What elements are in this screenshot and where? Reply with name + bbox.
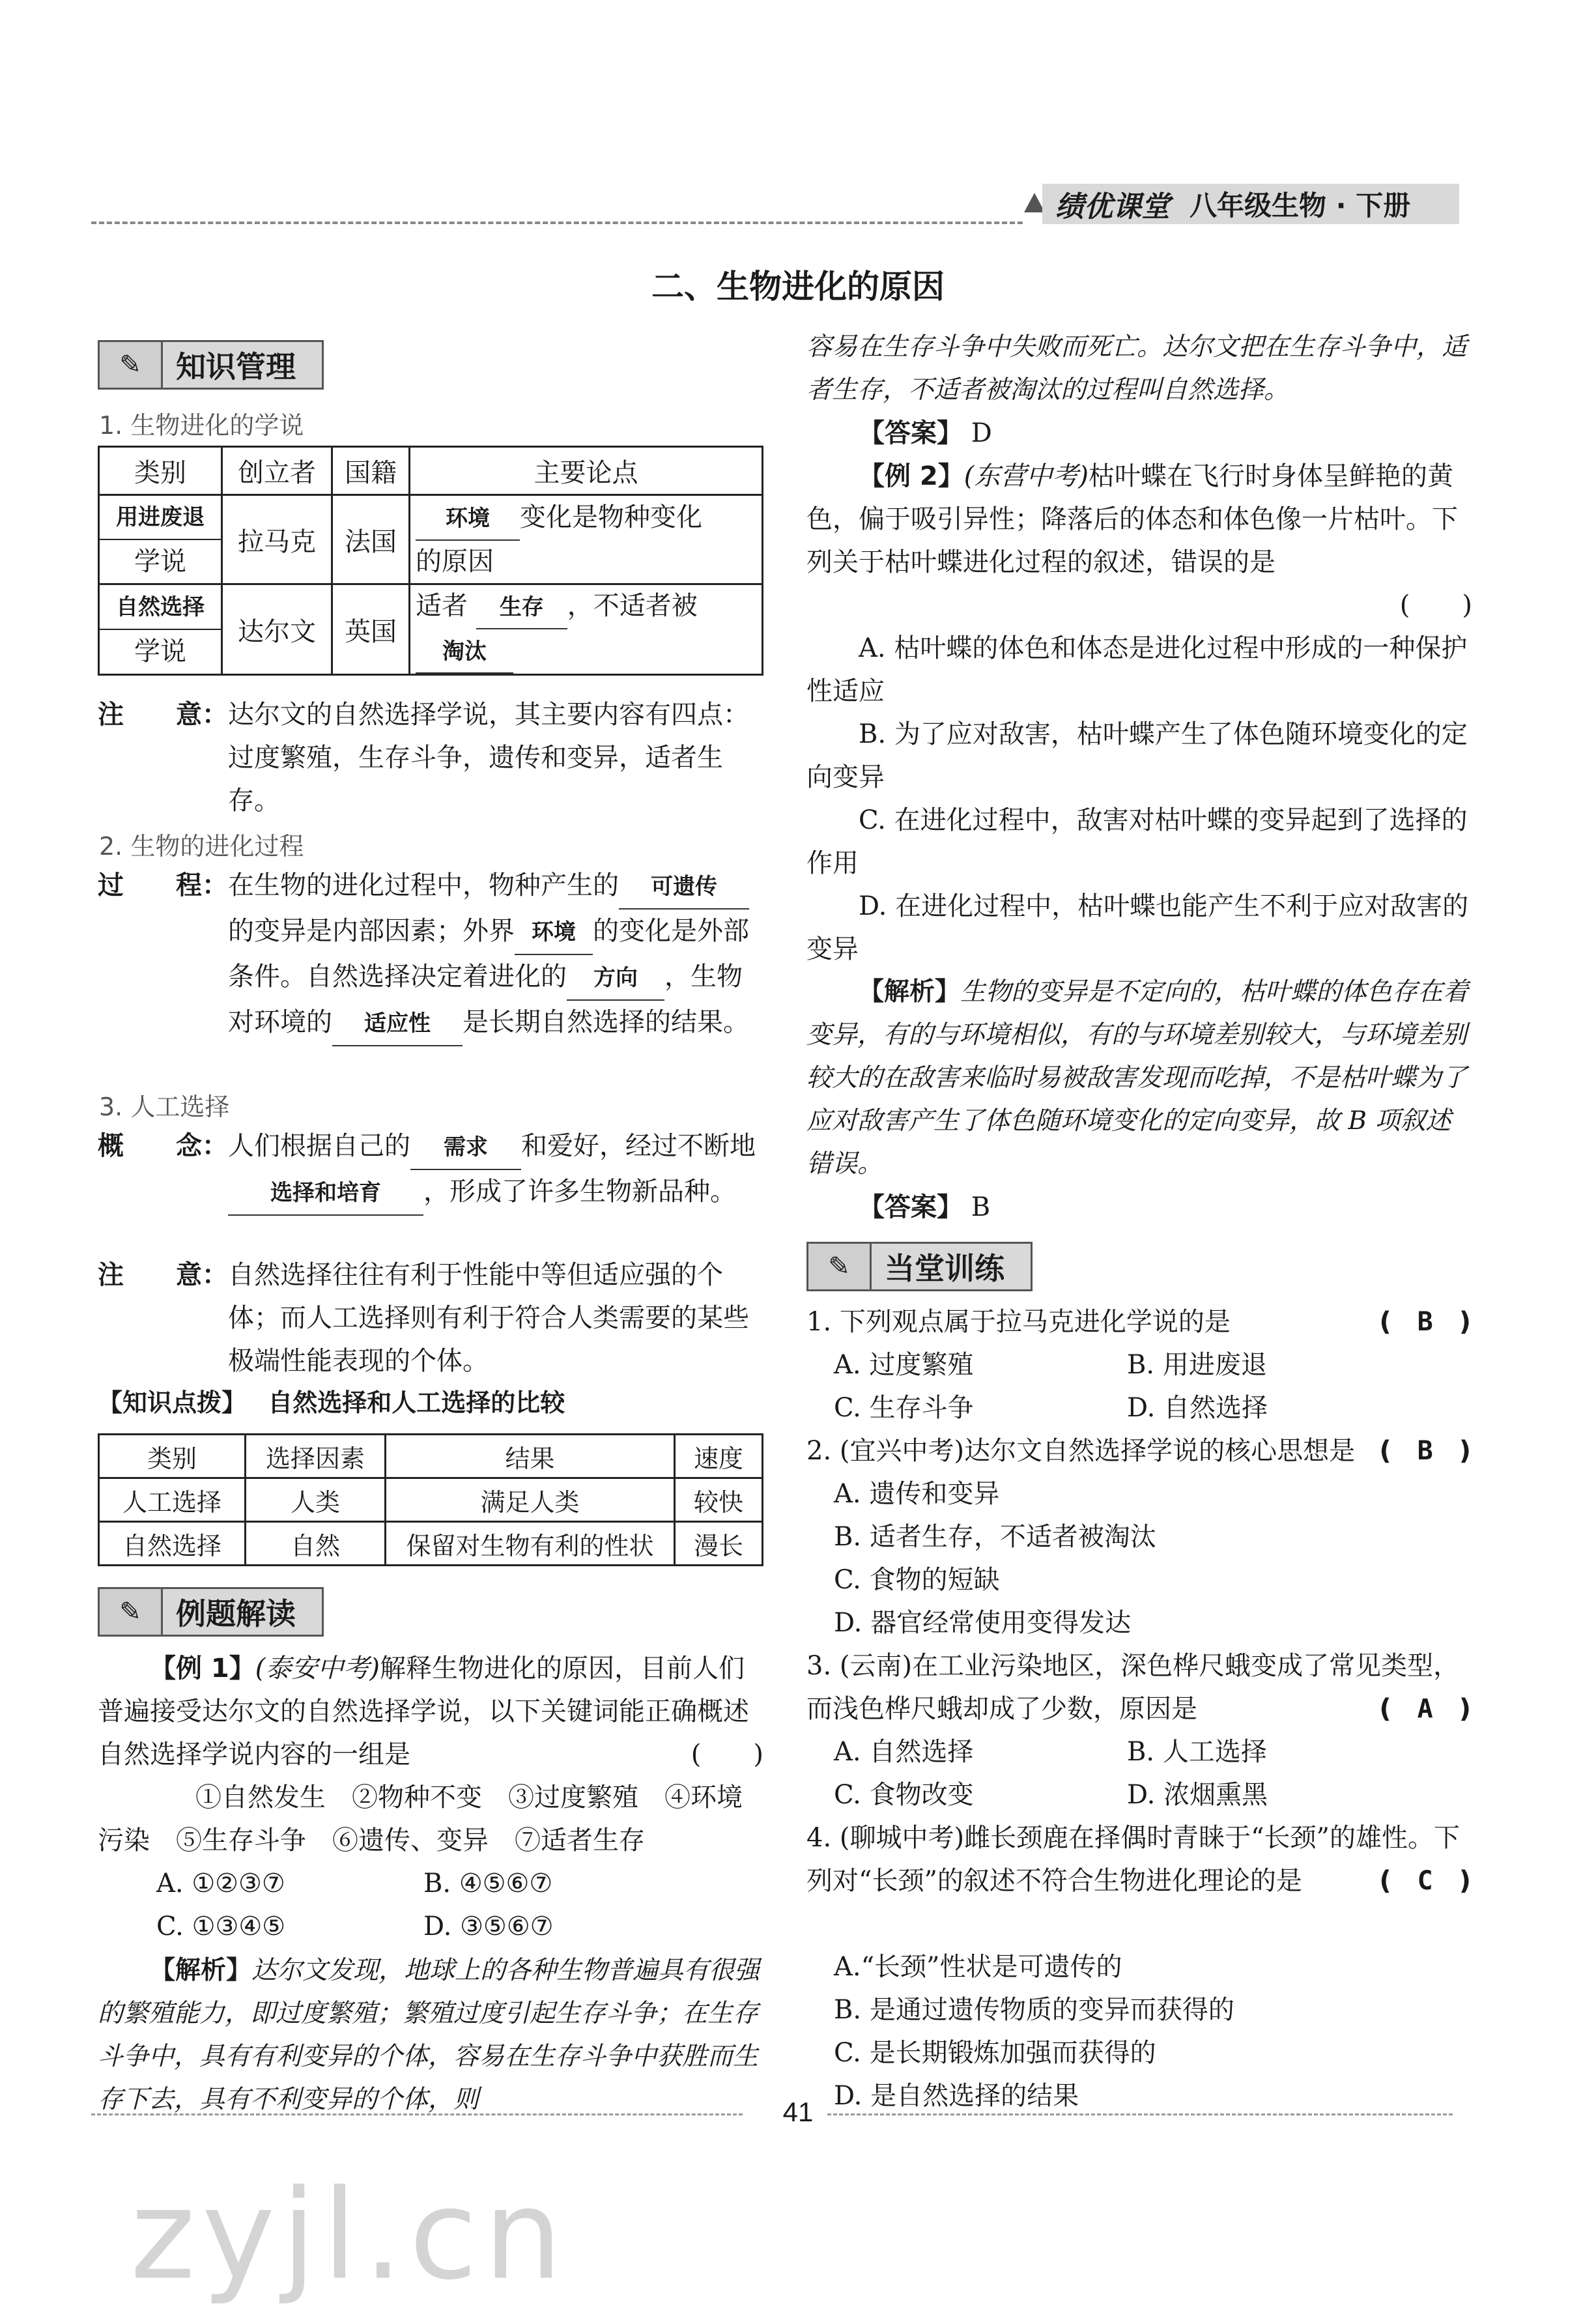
blank-direction: 方向	[567, 956, 664, 1001]
cell-nation: 英国	[332, 584, 410, 675]
q2-option-b: B. 适者生存，不适者被淘汰	[834, 1522, 1156, 1552]
cat-lamarck-2: 学说	[134, 547, 186, 577]
th-nationality: 国籍	[332, 447, 410, 495]
q3-stem	[806, 1644, 1471, 1730]
concept-label: 概 念：	[98, 1131, 228, 1161]
cell-points	[410, 584, 763, 675]
pencil-icon: ✎	[806, 1242, 872, 1291]
q1-option-b: B. 用进废退	[1127, 1350, 1267, 1380]
note-text-2: 自然选择往往有利于性能中等但适应强的个体；而人工选择则有利于符合人类需要的某些极端性能表现的个体。	[228, 1260, 749, 1376]
ex1-analysis	[98, 1949, 763, 2121]
ex1-option-a: A. ①②③⑦	[156, 1869, 285, 1899]
ex1-answer-paren: ( )	[691, 1740, 763, 1770]
table-cell: 漫长	[675, 1522, 763, 1566]
q2-option-d: D. 器官经常使用变得发达	[834, 1608, 1132, 1638]
blank-adaptability: 适应性	[332, 1002, 463, 1046]
cell-founder: 达尔文	[222, 584, 332, 675]
blank-needs: 需求	[410, 1126, 521, 1170]
ex2-option-b: B. 为了应对敌害，枯叶蝶产生了体色随环境变化的定向变异	[806, 719, 1468, 792]
th-founder: 创立者	[222, 447, 332, 495]
example-2-stem	[806, 455, 1471, 584]
lamarck-point-b: 的原因	[416, 547, 494, 577]
ex2-label: 【例 2】	[859, 461, 964, 491]
ex2-answer-paren: ( )	[1399, 590, 1472, 620]
q2-stem	[806, 1429, 1471, 1472]
blank-environment-2: 环境	[515, 911, 593, 955]
q3-option-d: D. 浓烟熏黑	[1127, 1780, 1268, 1810]
badge-knowledge-label: 知识管理	[163, 340, 324, 390]
process-label: 过 程：	[98, 870, 228, 900]
note-label-2: 注 意：	[98, 1260, 228, 1290]
q3-option-b: B. 人工选择	[1127, 1737, 1267, 1767]
th-main-points: 主要论点	[410, 447, 763, 495]
q2-option-a: A. 遗传和变异	[834, 1479, 1000, 1509]
table-row	[99, 584, 763, 675]
ex2-answer	[806, 1186, 1471, 1229]
ex2-option-a: A. 枯叶蝶的体色和体态是进化过程中形成的一种保护性适应	[806, 633, 1468, 706]
process-text	[228, 864, 763, 1046]
ex2-analysis-text: 生物的变异是不定向的，枯叶蝶的体色存在着变异，有的与环境相似，有的与环境差别较大，与环境差别较大的在敌害来临时易被敌害发现而吃掉，不是枯叶蝶为了应对敌害产生了体色随环境变化的定向变异，故 B 项叙述错误。	[806, 977, 1469, 1179]
process-d: ，生物对环境的	[228, 962, 743, 1037]
table-cell: 人类	[246, 1478, 386, 1522]
cat-lamarck: 用进废退	[100, 496, 221, 540]
pencil-icon: ✎	[98, 340, 163, 390]
ex2-option-c: C. 在进化过程中，敌害对枯叶蝶的变异起到了选择的作用	[806, 805, 1468, 878]
q1-text: 1. 下列观点属于拉马克进化学说的是	[806, 1307, 1231, 1337]
tip-title: 自然选择和人工选择的比较	[268, 1388, 565, 1417]
q1-option-a: A. 过度繁殖	[834, 1350, 974, 1380]
q3-text: 3. (云南)在工业污染地区，深色桦尺蛾变成了常见类型，而浅色桦尺蛾却成了少数，原因是	[806, 1651, 1460, 1724]
table-cell: 保留对生物有利的性状	[386, 1522, 675, 1566]
ex1-source: (泰安中考)	[255, 1654, 380, 1684]
lamarck-point-a: 变化是物种变化	[520, 502, 702, 532]
pencil-icon: ✎	[98, 1587, 163, 1637]
th-speed: 速度	[675, 1435, 763, 1478]
concept-text	[228, 1125, 763, 1216]
s2-process	[98, 864, 763, 1046]
section-title: 二、生物进化的原因	[651, 268, 945, 306]
process-a: 在生物的进化过程中，物种产生的	[228, 870, 619, 900]
header-subtitle: 八年级生物 · 下册	[1190, 190, 1411, 222]
watermark: zyjl.cn	[130, 2163, 569, 2307]
q3-option-a: A. 自然选择	[834, 1737, 974, 1767]
th-factor: 选择因素	[246, 1435, 386, 1478]
q4-text: 4. (聊城中考)雌长颈鹿在择偶时青睐于“长颈”的雄性。下列对“长颈”的叙述不符合生物进化理论的是	[806, 1823, 1460, 1896]
q1-answer: ( B )	[1379, 1307, 1471, 1337]
note-text: 达尔文的自然选择学说，其主要内容有四点：过度繁殖，生存斗争，遗传和变异，适者生存。	[228, 700, 749, 816]
theory-table	[98, 446, 763, 676]
th-result: 结果	[386, 1435, 675, 1478]
cat-darwin: 自然选择	[100, 586, 221, 630]
note-label: 注 意：	[98, 700, 228, 730]
s1-note	[98, 693, 763, 822]
process-b: 的变异是内部因素；外界	[228, 916, 515, 946]
s3-concept	[98, 1125, 763, 1216]
q3-answer-value: A	[1417, 1694, 1433, 1724]
process-e: 是长期自然选择的结果。	[463, 1007, 749, 1037]
q2-answer-value: B	[1417, 1436, 1433, 1466]
ex1-analysis-cont: 容易在生存斗争中失败而死亡。达尔文把在生存斗争中，适者生存，不适者被淘汰的过程叫自然选择。	[806, 332, 1468, 405]
s3-title: 3. 人工选择	[99, 1093, 230, 1121]
ex2-text: 枯叶蝶在飞行时身体呈鲜艳的黄色，偏于吸引异性；降落后的体态和体色像一片枯叶。下列关于枯叶蝶进化过程的叙述，错误的是	[806, 461, 1458, 577]
q1-option-d: D. 自然选择	[1127, 1393, 1268, 1423]
cell-points	[410, 495, 763, 584]
darwin-point-b: ，不适者被	[567, 591, 698, 621]
concept-b: 和爱好，经过不断地	[521, 1131, 756, 1161]
th-category: 类别	[99, 447, 222, 495]
table-cell: 满足人类	[386, 1478, 675, 1522]
q1-option-c: C. 生存斗争	[834, 1393, 974, 1423]
ex2-answer-value: B	[971, 1192, 991, 1222]
th-type: 类别	[99, 1435, 246, 1478]
ex1-analysis-text: 达尔文发现，地球上的各种生物普遍具有很强的繁殖能力，即过度繁殖；繁殖过度引起生存斗争；在生存斗争中，具有有利变异的个体，容易在生存斗争中获胜而生存下去，具有不利变异的个体，则	[98, 1956, 760, 2114]
badge-examples-label: 例题解读	[163, 1587, 324, 1637]
concept-a: 人们根据自己的	[228, 1131, 410, 1161]
badge-practice-label: 当堂训练	[872, 1242, 1033, 1291]
header-dashed-line	[91, 222, 1023, 224]
badge-practice	[806, 1242, 1033, 1291]
q1-answer-value: B	[1417, 1307, 1433, 1337]
table-cell: 自然	[246, 1522, 386, 1566]
q4-option-d: D. 是自然选择的结果	[834, 2081, 1079, 2111]
ex1-answer-value: D	[971, 418, 992, 448]
badge-examples	[98, 1587, 324, 1637]
ex1-answer-label: 【答案】	[859, 418, 963, 448]
ex1-option-b: B. ④⑤⑥⑦	[423, 1869, 553, 1899]
blank-heritable: 可遗传	[619, 865, 749, 910]
ex1-label: 【例 1】	[150, 1654, 255, 1684]
blank-select-breed: 选择和培育	[228, 1171, 423, 1216]
q4-stem	[806, 1816, 1471, 1902]
q4-option-c: C. 是长期锻炼加强而获得的	[834, 2038, 1156, 2068]
cell-category	[99, 495, 222, 584]
blank-survival: 生存	[476, 586, 567, 629]
q1-stem	[806, 1300, 1471, 1343]
q4-option-b: B. 是通过遗传物质的变异而获得的	[834, 1995, 1234, 2025]
s1-title: 1. 生物进化的学说	[99, 411, 304, 440]
q4-option-a: A.“长颈”性状是可遗传的	[834, 1952, 1122, 1982]
concept-c: ，形成了许多生物新品种。	[423, 1177, 736, 1207]
ex2-answer-label: 【答案】	[859, 1192, 963, 1222]
q2-text: 2. (宜兴中考)达尔文自然选择学说的核心思想是	[806, 1436, 1356, 1466]
table-cell: 较快	[675, 1478, 763, 1522]
header-brand: 绩优课堂	[1055, 190, 1170, 223]
ex1-analysis-label: 【解析】	[150, 1956, 252, 1985]
table-row	[99, 495, 763, 584]
q4-answer: ( C )	[1379, 1866, 1471, 1896]
darwin-point-a: 适者	[416, 591, 468, 621]
page-header	[1042, 184, 1459, 224]
tip-label: 【知识点拨】	[98, 1388, 247, 1417]
q3-answer: ( A )	[1379, 1694, 1471, 1724]
table-row	[99, 1522, 763, 1566]
q4-answer-value: C	[1417, 1866, 1433, 1896]
table-cell: 人工选择	[99, 1478, 246, 1522]
process-c: 的变化是外部条件。自然选择决定着进化的	[228, 916, 749, 992]
table-cell: 自然选择	[99, 1522, 246, 1566]
cell-founder: 拉马克	[222, 495, 332, 584]
example-1-stem	[98, 1647, 763, 1776]
cat-darwin-2: 学说	[134, 637, 186, 666]
ex1-answer	[806, 412, 1471, 455]
blank-environment: 环境	[416, 498, 520, 541]
ex2-option-d: D. 在进化过程中，枯叶蝶也能产生不利于应对敌害的变异	[806, 891, 1469, 964]
ex1-text: 解释生物进化的原因，目前人们普遍接受达尔文的自然选择学说，以下关键词能正确概述自然选择学说内容的一组是	[98, 1654, 749, 1770]
ex2-analysis-label: 【解析】	[859, 977, 961, 1007]
ex2-analysis	[806, 971, 1471, 1186]
ex2-source: (东营中考)	[963, 461, 1089, 491]
tip-heading	[98, 1383, 565, 1418]
badge-knowledge	[98, 340, 324, 390]
s3-note	[98, 1254, 763, 1383]
cell-nation: 法国	[332, 495, 410, 584]
s2-title: 2. 生物的进化过程	[99, 832, 304, 861]
q2-answer: ( B )	[1379, 1436, 1471, 1466]
ex1-option-c: C. ①③④⑤	[156, 1912, 286, 1942]
blank-eliminated: 淘汰	[416, 631, 513, 674]
page-number: 41	[782, 2097, 814, 2127]
table-row	[99, 1478, 763, 1522]
ex1-option-d: D. ③⑤⑥⑦	[423, 1912, 554, 1942]
comparison-table	[98, 1433, 763, 1566]
ex1-items: ①自然发生 ②物种不变 ③过度繁殖 ④环境污染 ⑤生存斗争 ⑥遗传、变异 ⑦适者生存	[98, 1783, 743, 1856]
q3-option-c: C. 食物改变	[834, 1780, 974, 1810]
footer-dashed-line-right	[827, 2114, 1453, 2115]
cell-category	[99, 584, 222, 675]
q2-option-c: C. 食物的短缺	[834, 1565, 1000, 1595]
